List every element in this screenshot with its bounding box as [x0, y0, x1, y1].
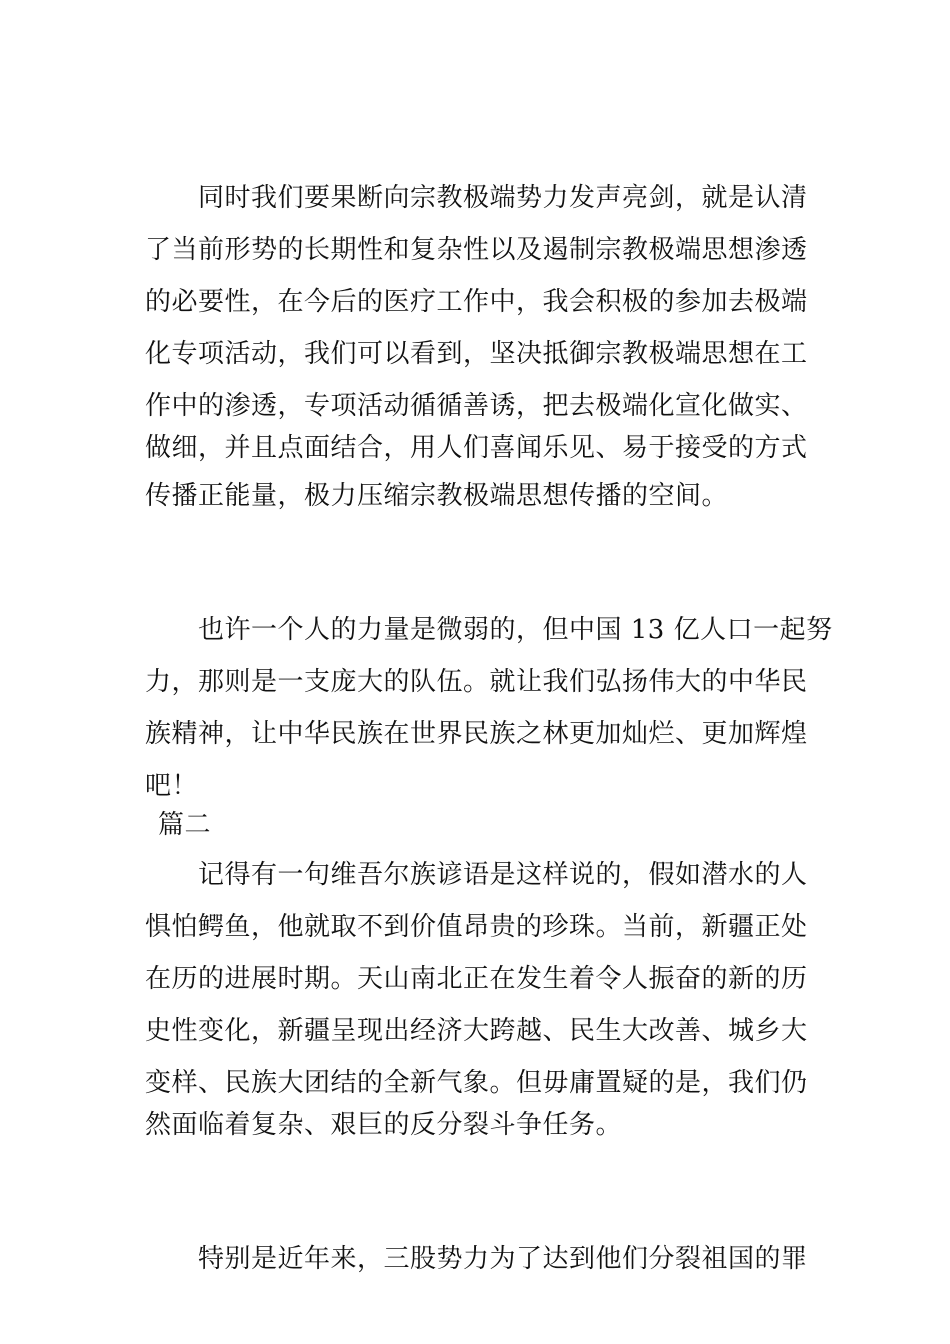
paragraph-line: 特别是近年来，三股势力为了达到他们分裂祖国的罪 [198, 1244, 808, 1274]
paragraph-line: 做细，并且点面结合，用人们喜闻乐见、易于接受的方式 [145, 433, 808, 463]
paragraph-line: 化专项活动，我们可以看到，坚决抵御宗教极端思想在工 [145, 339, 808, 369]
paragraph-line: 在历的进展时期。天山南北正在发生着令人振奋的新的历 [145, 964, 808, 994]
paragraph-line: 力，那则是一支庞大的队伍。就让我们弘扬伟大的中华民 [145, 667, 808, 697]
paragraph-line: 作中的渗透，专项活动循循善诱，把去极端化宣化做实、 [145, 391, 808, 421]
paragraph-line: 吧！ [145, 771, 199, 801]
paragraph-line: 传播正能量，极力压缩宗教极端思想传播的空间。 [145, 481, 729, 511]
paragraph-line: 也许一个人的力量是微弱的，但中国 13 亿人口一起努 [198, 615, 833, 645]
paragraph-line: 的必要性，在今后的医疗工作中，我会积极的参加去极端 [145, 287, 808, 317]
paragraph-line: 变样、民族大团结的全新气象。但毋庸置疑的是，我们仍 [145, 1068, 808, 1098]
section-heading: 篇二 [158, 810, 212, 840]
paragraph-line: 然面临着复杂、艰巨的反分裂斗争任务。 [145, 1110, 623, 1140]
paragraph-line: 记得有一句维吾尔族谚语是这样说的，假如潜水的人 [198, 860, 808, 890]
paragraph-line: 同时我们要果断向宗教极端势力发声亮剑，就是认清 [198, 183, 808, 213]
paragraph-line: 惧怕鳄鱼，他就取不到价值昂贵的珍珠。当前，新疆正处 [145, 912, 808, 942]
paragraph-line: 史性变化，新疆呈现出经济大跨越、民生大改善、城乡大 [145, 1016, 808, 1046]
paragraph-line: 族精神，让中华民族在世界民族之林更加灿烂、更加辉煌 [145, 719, 808, 749]
paragraph-line: 了当前形势的长期性和复杂性以及遏制宗教极端思想渗透 [145, 235, 808, 265]
